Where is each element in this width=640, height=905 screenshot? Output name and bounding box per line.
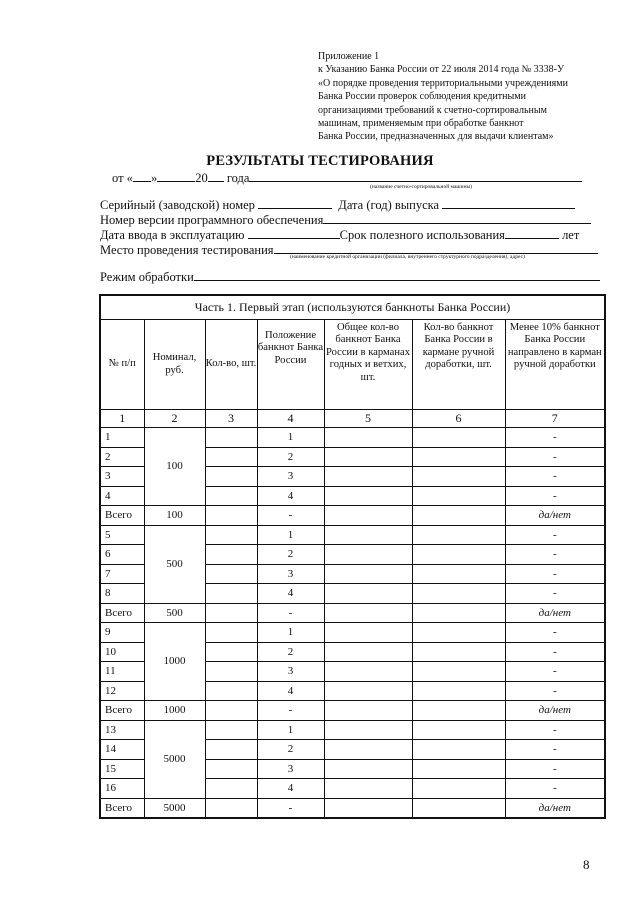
less-10-cell: - xyxy=(505,447,605,467)
date-line xyxy=(112,170,582,186)
mode-line xyxy=(100,269,600,285)
position-cell: 2 xyxy=(257,740,324,760)
total-pockets-cell[interactable] xyxy=(324,584,412,604)
total-pockets-cell[interactable] xyxy=(324,564,412,584)
annex-line: к Указанию Банка России от 22 июля 2014 года № 3338-У xyxy=(318,64,565,76)
quantity-cell[interactable] xyxy=(205,740,257,760)
manual-pocket-cell[interactable] xyxy=(412,467,505,487)
total-pockets-cell[interactable] xyxy=(324,467,412,487)
quantity-cell[interactable] xyxy=(205,662,257,682)
document-title: РЕЗУЛЬТАТЫ ТЕСТИРОВАНИЯ xyxy=(206,153,434,169)
position-cell: 1 xyxy=(257,623,324,643)
total-label: Всего xyxy=(100,798,144,818)
position-cell: 3 xyxy=(257,662,324,682)
less-10-cell: - xyxy=(505,720,605,740)
date-mid: » xyxy=(150,171,158,185)
manual-pocket-cell[interactable] xyxy=(412,525,505,545)
manual-pocket-cell[interactable] xyxy=(412,623,505,643)
position-cell: 2 xyxy=(257,447,324,467)
total-position: - xyxy=(257,701,324,721)
commission-label: Дата ввода в эксплуатацию xyxy=(100,228,245,242)
software-label: Номер версии программного обеспечения xyxy=(100,213,324,227)
total-label: Всего xyxy=(100,603,144,623)
position-cell: 4 xyxy=(257,779,324,799)
total-pockets-cell[interactable] xyxy=(324,623,412,643)
position-cell: 3 xyxy=(257,759,324,779)
software-line xyxy=(100,212,591,228)
quantity-cell[interactable] xyxy=(205,525,257,545)
quantity-cell[interactable] xyxy=(205,584,257,604)
annex-line: Банка России, предназначенных для выдачи клиентам» xyxy=(318,131,554,143)
manual-pocket-cell[interactable] xyxy=(412,642,505,662)
manual-pocket-cell[interactable] xyxy=(412,428,505,448)
total-pockets-cell[interactable] xyxy=(324,447,412,467)
position-cell: 2 xyxy=(257,545,324,565)
row-number: 10 xyxy=(100,642,144,662)
row-number: 15 xyxy=(100,759,144,779)
denomination-cell: 1000 xyxy=(144,623,205,701)
position-cell: 1 xyxy=(257,428,324,448)
row-number: 1 xyxy=(100,428,144,448)
manual-pocket-cell[interactable] xyxy=(412,779,505,799)
total-pockets-cell[interactable] xyxy=(324,740,412,760)
annex-line: «О порядке проведения территориальными учреждениями xyxy=(318,77,568,89)
total-quantity-cell[interactable] xyxy=(205,701,257,721)
row-number: 5 xyxy=(100,525,144,545)
quantity-cell[interactable] xyxy=(205,486,257,506)
total-pockets-cell[interactable] xyxy=(324,506,412,526)
manual-pocket-cell[interactable] xyxy=(412,584,505,604)
manual-pocket-cell[interactable] xyxy=(412,662,505,682)
total-pockets-cell[interactable] xyxy=(324,603,412,623)
total-label: Всего xyxy=(100,701,144,721)
position-cell: 4 xyxy=(257,681,324,701)
header-manual-pocket: Кол-во банкнот Банка России в кармане ручной доработки, шт. xyxy=(412,320,505,410)
issue-date-label: Дата (год) выпуска xyxy=(338,198,440,212)
manual-pocket-cell[interactable] xyxy=(412,720,505,740)
manual-pocket-cell[interactable] xyxy=(412,759,505,779)
commission-line xyxy=(100,227,579,243)
position-cell: 1 xyxy=(257,720,324,740)
total-pockets-cell[interactable] xyxy=(324,779,412,799)
useful-life-field[interactable] xyxy=(505,227,559,239)
org-caption: (наименование кредитной организации (филиала, внутреннего структурного подразделения), адрес) xyxy=(290,254,525,260)
row-number: 2 xyxy=(100,447,144,467)
total-pockets-cell[interactable] xyxy=(324,759,412,779)
quantity-cell[interactable] xyxy=(205,681,257,701)
position-cell: 4 xyxy=(257,486,324,506)
manual-pocket-cell[interactable] xyxy=(412,701,505,721)
manual-pocket-cell[interactable] xyxy=(412,545,505,565)
manual-pocket-cell[interactable] xyxy=(412,603,505,623)
less-10-cell: - xyxy=(505,525,605,545)
position-cell: 1 xyxy=(257,525,324,545)
total-quantity-cell[interactable] xyxy=(205,506,257,526)
position-cell: 2 xyxy=(257,642,324,662)
total-position: - xyxy=(257,603,324,623)
total-position: - xyxy=(257,506,324,526)
less-10-cell: - xyxy=(505,681,605,701)
denomination-cell: 100 xyxy=(144,428,205,506)
total-pockets-cell[interactable] xyxy=(324,428,412,448)
row-number: 7 xyxy=(100,564,144,584)
yes-no-cell[interactable]: да/нет xyxy=(505,798,605,818)
row-number: 11 xyxy=(100,662,144,682)
denomination-cell: 500 xyxy=(144,525,205,603)
less-10-cell: - xyxy=(505,584,605,604)
col-number: 4 xyxy=(257,410,324,428)
header-position: Положение банкнот Банка России xyxy=(257,320,324,410)
total-pockets-cell[interactable] xyxy=(324,681,412,701)
less-10-cell: - xyxy=(505,564,605,584)
years-label: лет xyxy=(562,228,580,242)
total-quantity-cell[interactable] xyxy=(205,603,257,623)
total-pockets-cell[interactable] xyxy=(324,798,412,818)
row-number: 14 xyxy=(100,740,144,760)
header-denomination: Номинал, руб. xyxy=(144,320,205,410)
less-10-cell: - xyxy=(505,623,605,643)
serial-line xyxy=(100,197,575,213)
manual-pocket-cell[interactable] xyxy=(412,564,505,584)
row-number: 3 xyxy=(100,467,144,487)
total-denomination: 1000 xyxy=(144,701,205,721)
quantity-cell[interactable] xyxy=(205,545,257,565)
month-field[interactable] xyxy=(157,170,195,182)
machine-caption: (название счетно-сортировальной машины) xyxy=(370,184,473,190)
col-number: 5 xyxy=(324,410,412,428)
annex-line: Приложение 1 xyxy=(318,51,380,62)
year-field[interactable] xyxy=(208,170,224,182)
total-pockets-cell[interactable] xyxy=(324,486,412,506)
less-10-cell: - xyxy=(505,759,605,779)
less-10-cell: - xyxy=(505,779,605,799)
quantity-cell[interactable] xyxy=(205,642,257,662)
row-number: 8 xyxy=(100,584,144,604)
mode-field[interactable] xyxy=(194,269,600,281)
total-position: - xyxy=(257,798,324,818)
manual-pocket-cell[interactable] xyxy=(412,486,505,506)
position-cell: 4 xyxy=(257,584,324,604)
header-quantity: Кол-во, шт. xyxy=(205,320,257,410)
yes-no-cell[interactable]: да/нет xyxy=(505,506,605,526)
row-number: 16 xyxy=(100,779,144,799)
col-number: 2 xyxy=(144,410,205,428)
issue-date-field[interactable] xyxy=(442,197,575,209)
place-field[interactable] xyxy=(274,242,598,254)
position-cell: 3 xyxy=(257,467,324,487)
serial-field[interactable] xyxy=(258,197,332,209)
annex-line: машинам, применяемым при обработке банкнот xyxy=(318,118,524,130)
less-10-cell: - xyxy=(505,467,605,487)
manual-pocket-cell[interactable] xyxy=(412,798,505,818)
col-number: 1 xyxy=(100,410,144,428)
software-field[interactable] xyxy=(323,212,591,224)
header-less-10-percent: Менее 10% банкнот Банка России направлено в карман ручной доработки xyxy=(505,320,605,410)
useful-life-label: Срок полезного использования xyxy=(339,228,505,242)
less-10-cell: - xyxy=(505,662,605,682)
position-cell: 3 xyxy=(257,564,324,584)
quantity-cell[interactable] xyxy=(205,428,257,448)
quantity-cell[interactable] xyxy=(205,564,257,584)
row-number: 13 xyxy=(100,720,144,740)
less-10-cell: - xyxy=(505,486,605,506)
total-quantity-cell[interactable] xyxy=(205,798,257,818)
annex-header xyxy=(318,50,618,144)
total-pockets-cell[interactable] xyxy=(324,525,412,545)
row-number: 6 xyxy=(100,545,144,565)
total-pockets-cell[interactable] xyxy=(324,720,412,740)
manual-pocket-cell[interactable] xyxy=(412,506,505,526)
col-number: 3 xyxy=(205,410,257,428)
quantity-cell[interactable] xyxy=(205,467,257,487)
header-number: № п/п xyxy=(100,320,144,410)
annex-line: Банка России проверок соблюдения кредитными xyxy=(318,91,526,103)
quantity-cell[interactable] xyxy=(205,623,257,643)
results-table xyxy=(99,294,606,819)
place-label: Место проведения тестирования xyxy=(100,243,274,257)
manual-pocket-cell[interactable] xyxy=(412,681,505,701)
date-year: 20 xyxy=(195,171,208,185)
yes-no-cell[interactable]: да/нет xyxy=(505,701,605,721)
part-title: Часть 1. Первый этап (используются банкноты Банка России) xyxy=(100,295,605,320)
page-number: 8 xyxy=(583,857,590,872)
total-label: Всего xyxy=(100,506,144,526)
manual-pocket-cell[interactable] xyxy=(412,740,505,760)
commission-field[interactable] xyxy=(248,227,340,239)
serial-label: Серийный (заводской) номер xyxy=(100,198,255,212)
total-pockets-cell[interactable] xyxy=(324,545,412,565)
total-denomination: 5000 xyxy=(144,798,205,818)
less-10-cell: - xyxy=(505,740,605,760)
quantity-cell[interactable] xyxy=(205,779,257,799)
total-pockets-cell[interactable] xyxy=(324,662,412,682)
yes-no-cell[interactable]: да/нет xyxy=(505,603,605,623)
total-denomination: 100 xyxy=(144,506,205,526)
row-number: 4 xyxy=(100,486,144,506)
row-number: 9 xyxy=(100,623,144,643)
date-suffix: года xyxy=(226,171,250,185)
annex-line: организациями требований к счетно-сортировальным xyxy=(318,104,547,116)
total-pockets-cell[interactable] xyxy=(324,642,412,662)
total-denomination: 500 xyxy=(144,603,205,623)
quantity-cell[interactable] xyxy=(205,447,257,467)
date-prefix: от « xyxy=(112,171,133,185)
col-number: 6 xyxy=(412,410,505,428)
less-10-cell: - xyxy=(505,428,605,448)
denomination-cell: 5000 xyxy=(144,720,205,798)
col-number: 7 xyxy=(505,410,605,428)
manual-pocket-cell[interactable] xyxy=(412,447,505,467)
header-total-pockets: Общее кол-во банкнот Банка России в карманах годных и ветхих, шт. xyxy=(324,320,412,410)
machine-name-field[interactable] xyxy=(249,170,582,182)
total-pockets-cell[interactable] xyxy=(324,701,412,721)
quantity-cell[interactable] xyxy=(205,720,257,740)
less-10-cell: - xyxy=(505,545,605,565)
row-number: 12 xyxy=(100,681,144,701)
less-10-cell: - xyxy=(505,642,605,662)
mode-label: Режим обработки xyxy=(100,270,194,284)
quantity-cell[interactable] xyxy=(205,759,257,779)
day-field[interactable] xyxy=(133,170,151,182)
